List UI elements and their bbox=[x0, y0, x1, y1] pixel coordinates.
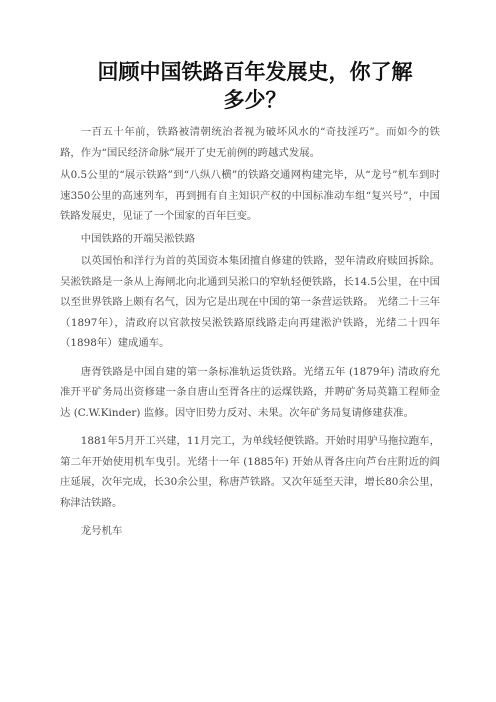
article-body bbox=[60, 122, 440, 544]
article-title: 回顾中国铁路百年发展史，你了解多少？ bbox=[97, 60, 413, 112]
paragraph-overview: 从0.5公里的“展示铁路”到“八纵八横”的铁路交通网构建完毕，从“龙号”机车到时速350公里的高速列车，再到拥有自主知识产权的中国标准动车组“复兴号”，中国铁路发展史，见证了一个国家的百年巨变。 bbox=[60, 169, 440, 222]
section-heading-dragon-locomotive: 龙号机车 bbox=[80, 525, 123, 537]
paragraph-tangxu: 唐胥铁路是中国自建的第一条标准轨运货铁路。光绪五年 (1879年) 清政府允准开平矿务局出资修建一条自唐山至胥各庄的运煤铁路，并聘矿务局英籍工程师金达 (C.W.Kinder) 监修。因守旧势力反对、未果。次年矿务局复请修建获准。 bbox=[60, 365, 440, 419]
paragraph-wusong: 以英国怡和洋行为首的英国资本集团擅自修建的铁路，翌年清政府赎回拆除。吴淞铁路是一条从上海闸北向北通到吴淞口的窄轨轻便铁路，长14.5公里，在中国以至世界铁路上颇有名气，因为它是出现在中国的第一条营运铁路。 光绪二十三年（1897年），清政府以官款按吴淞铁路原线路走向再建淞沪铁路，光绪二十四年（1898年）建成通车。 bbox=[60, 255, 440, 349]
section-heading-wusong: 中国铁路的开端吴淞铁路 bbox=[80, 232, 196, 245]
paragraph-intro: 一百五十年前，铁路被清朝统治者视为破坏风水的“奇技淫巧”。而如今的铁路，作为“国民经济命脉”展开了史无前例的跨越式发展。 bbox=[60, 126, 440, 159]
paragraph-construction: 1881年5月开工兴建，11月完工，为单线轻便铁路。开始时用驴马拖拉跑车，第二年开始使用机车曳引。光绪十一年 (1885年) 开始从胥各庄向芦台庄附近的阎庄延展，次年完成，长30余公里，称唐芦铁路。又次年延至天津，增长80余公里，称津沽铁路。 bbox=[60, 435, 440, 509]
